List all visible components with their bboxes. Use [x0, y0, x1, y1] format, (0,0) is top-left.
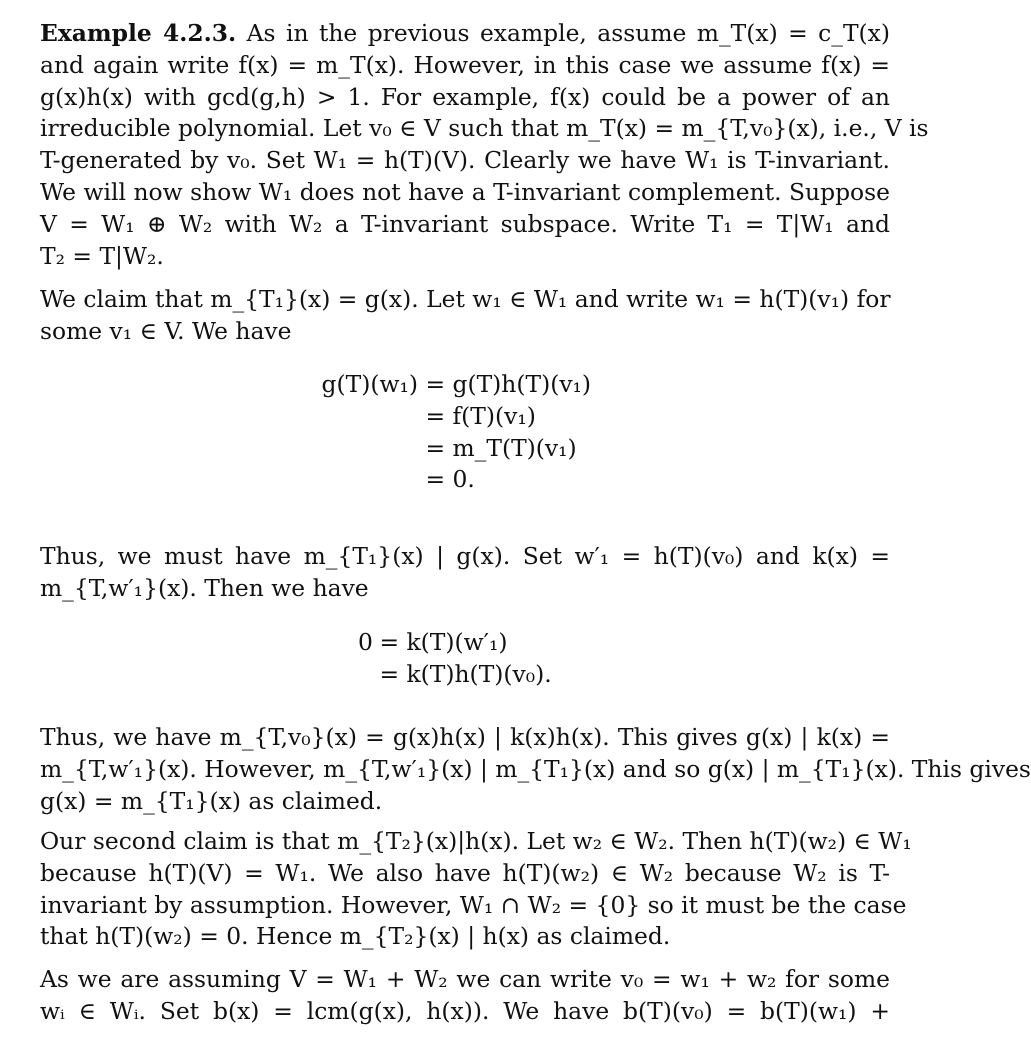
text-line: Example 4.2.3. As in the previous example, assume m_T(x) = c_T(x) [40, 19, 890, 47]
equation-row [358, 627, 552, 659]
example-paragraph [40, 18, 929, 272]
equation-rhs: = 0. [425, 465, 475, 494]
text-line: We claim that m_{T₁}(x) = g(x). Let w₁ ∈ W₁ and write w₁ = h(T)(v₁) for [40, 285, 891, 313]
equation-row [314, 464, 591, 496]
example-heading: Example 4.2.3. [40, 19, 237, 47]
text-line: wᵢ ∈ Wᵢ. Set b(x) = lcm(g(x), h(x)). We have b(T)(v₀) = b(T)(w₁) + [40, 996, 890, 1025]
equation-rhs: = f(T)(v₁) [425, 401, 536, 430]
text-line: because h(T)(V) = W₁. We also have h(T)(w₂) ∈ W₂ because W₂ is T- [40, 858, 890, 887]
thus-paragraph-2 [40, 722, 1031, 817]
text-line: We will now show W₁ does not have a T-invariant complement. Suppose [40, 177, 890, 206]
equation-row [314, 369, 591, 401]
text-line: m_{T,w′₁}(x). Then we have [40, 573, 369, 602]
text-line: g(x)h(x) with gcd(g,h) > 1. For example, f(x) could be a power of an [40, 82, 890, 111]
text-line: m_{T,w′₁}(x). However, m_{T,w′₁}(x) | m_{T₁}(x) and so g(x) | m_{T₁}(x). This gives [40, 754, 1031, 783]
text-line: that h(T)(w₂) = 0. Hence m_{T₂}(x) | h(x) as claimed. [40, 922, 671, 951]
text-line: some v₁ ∈ V. We have [40, 316, 292, 345]
thus-paragraph-1 [40, 541, 890, 605]
equation-lhs: g(T)(w₁) [321, 370, 418, 398]
equation-rhs: = k(T)(w′₁) [379, 628, 508, 656]
claim-paragraph [40, 284, 890, 348]
equation-rhs: = g(T)h(T)(v₁) [425, 370, 592, 398]
equation-row [314, 401, 591, 433]
equation-row [314, 433, 591, 465]
final-paragraph [40, 964, 890, 1028]
equation-lhs: 0 [358, 628, 373, 656]
text-line: g(x) = m_{T₁}(x) as claimed. [40, 786, 383, 815]
text-line: T-generated by v₀. Set W₁ = h(T)(V). Clearly we have W₁ is T-invariant. [40, 146, 890, 175]
text-line: Our second claim is that m_{T₂}(x)|h(x). Let w₂ ∈ W₂. Then h(T)(w₂) ∈ W₁ [40, 827, 912, 855]
equation-row [358, 659, 552, 691]
text-line: invariant by assumption. However, W₁ ∩ W₂ = {0} so it must be the case [40, 890, 907, 919]
second-claim-paragraph [40, 826, 912, 953]
equation-rhs: = m_T(T)(v₁) [425, 433, 577, 462]
text-line: and again write f(x) = m_T(x). However, in this case we assume f(x) = [40, 50, 890, 79]
text-line: irreducible polynomial. Let v₀ ∈ V such that m_T(x) = m_{T,v₀}(x), i.e., V is [40, 114, 929, 143]
text-line: T₂ = T|W₂. [40, 241, 164, 270]
text-line: Thus, we must have m_{T₁}(x) | g(x). Set w′₁ = h(T)(v₀) and k(x) = [40, 542, 890, 570]
text-line: Thus, we have m_{T,v₀}(x) = g(x)h(x) | k(x)h(x). This gives g(x) | k(x) = [40, 723, 890, 751]
display-equation-2 [358, 627, 552, 691]
text-line: V = W₁ ⊕ W₂ with W₂ a T-invariant subspace. Write T₁ = T|W₁ and [40, 209, 890, 238]
text-line: As we are assuming V = W₁ + W₂ we can write v₀ = w₁ + w₂ for some [40, 965, 890, 993]
display-equation-1 [314, 369, 591, 496]
equation-rhs: = k(T)h(T)(v₀). [379, 659, 552, 688]
